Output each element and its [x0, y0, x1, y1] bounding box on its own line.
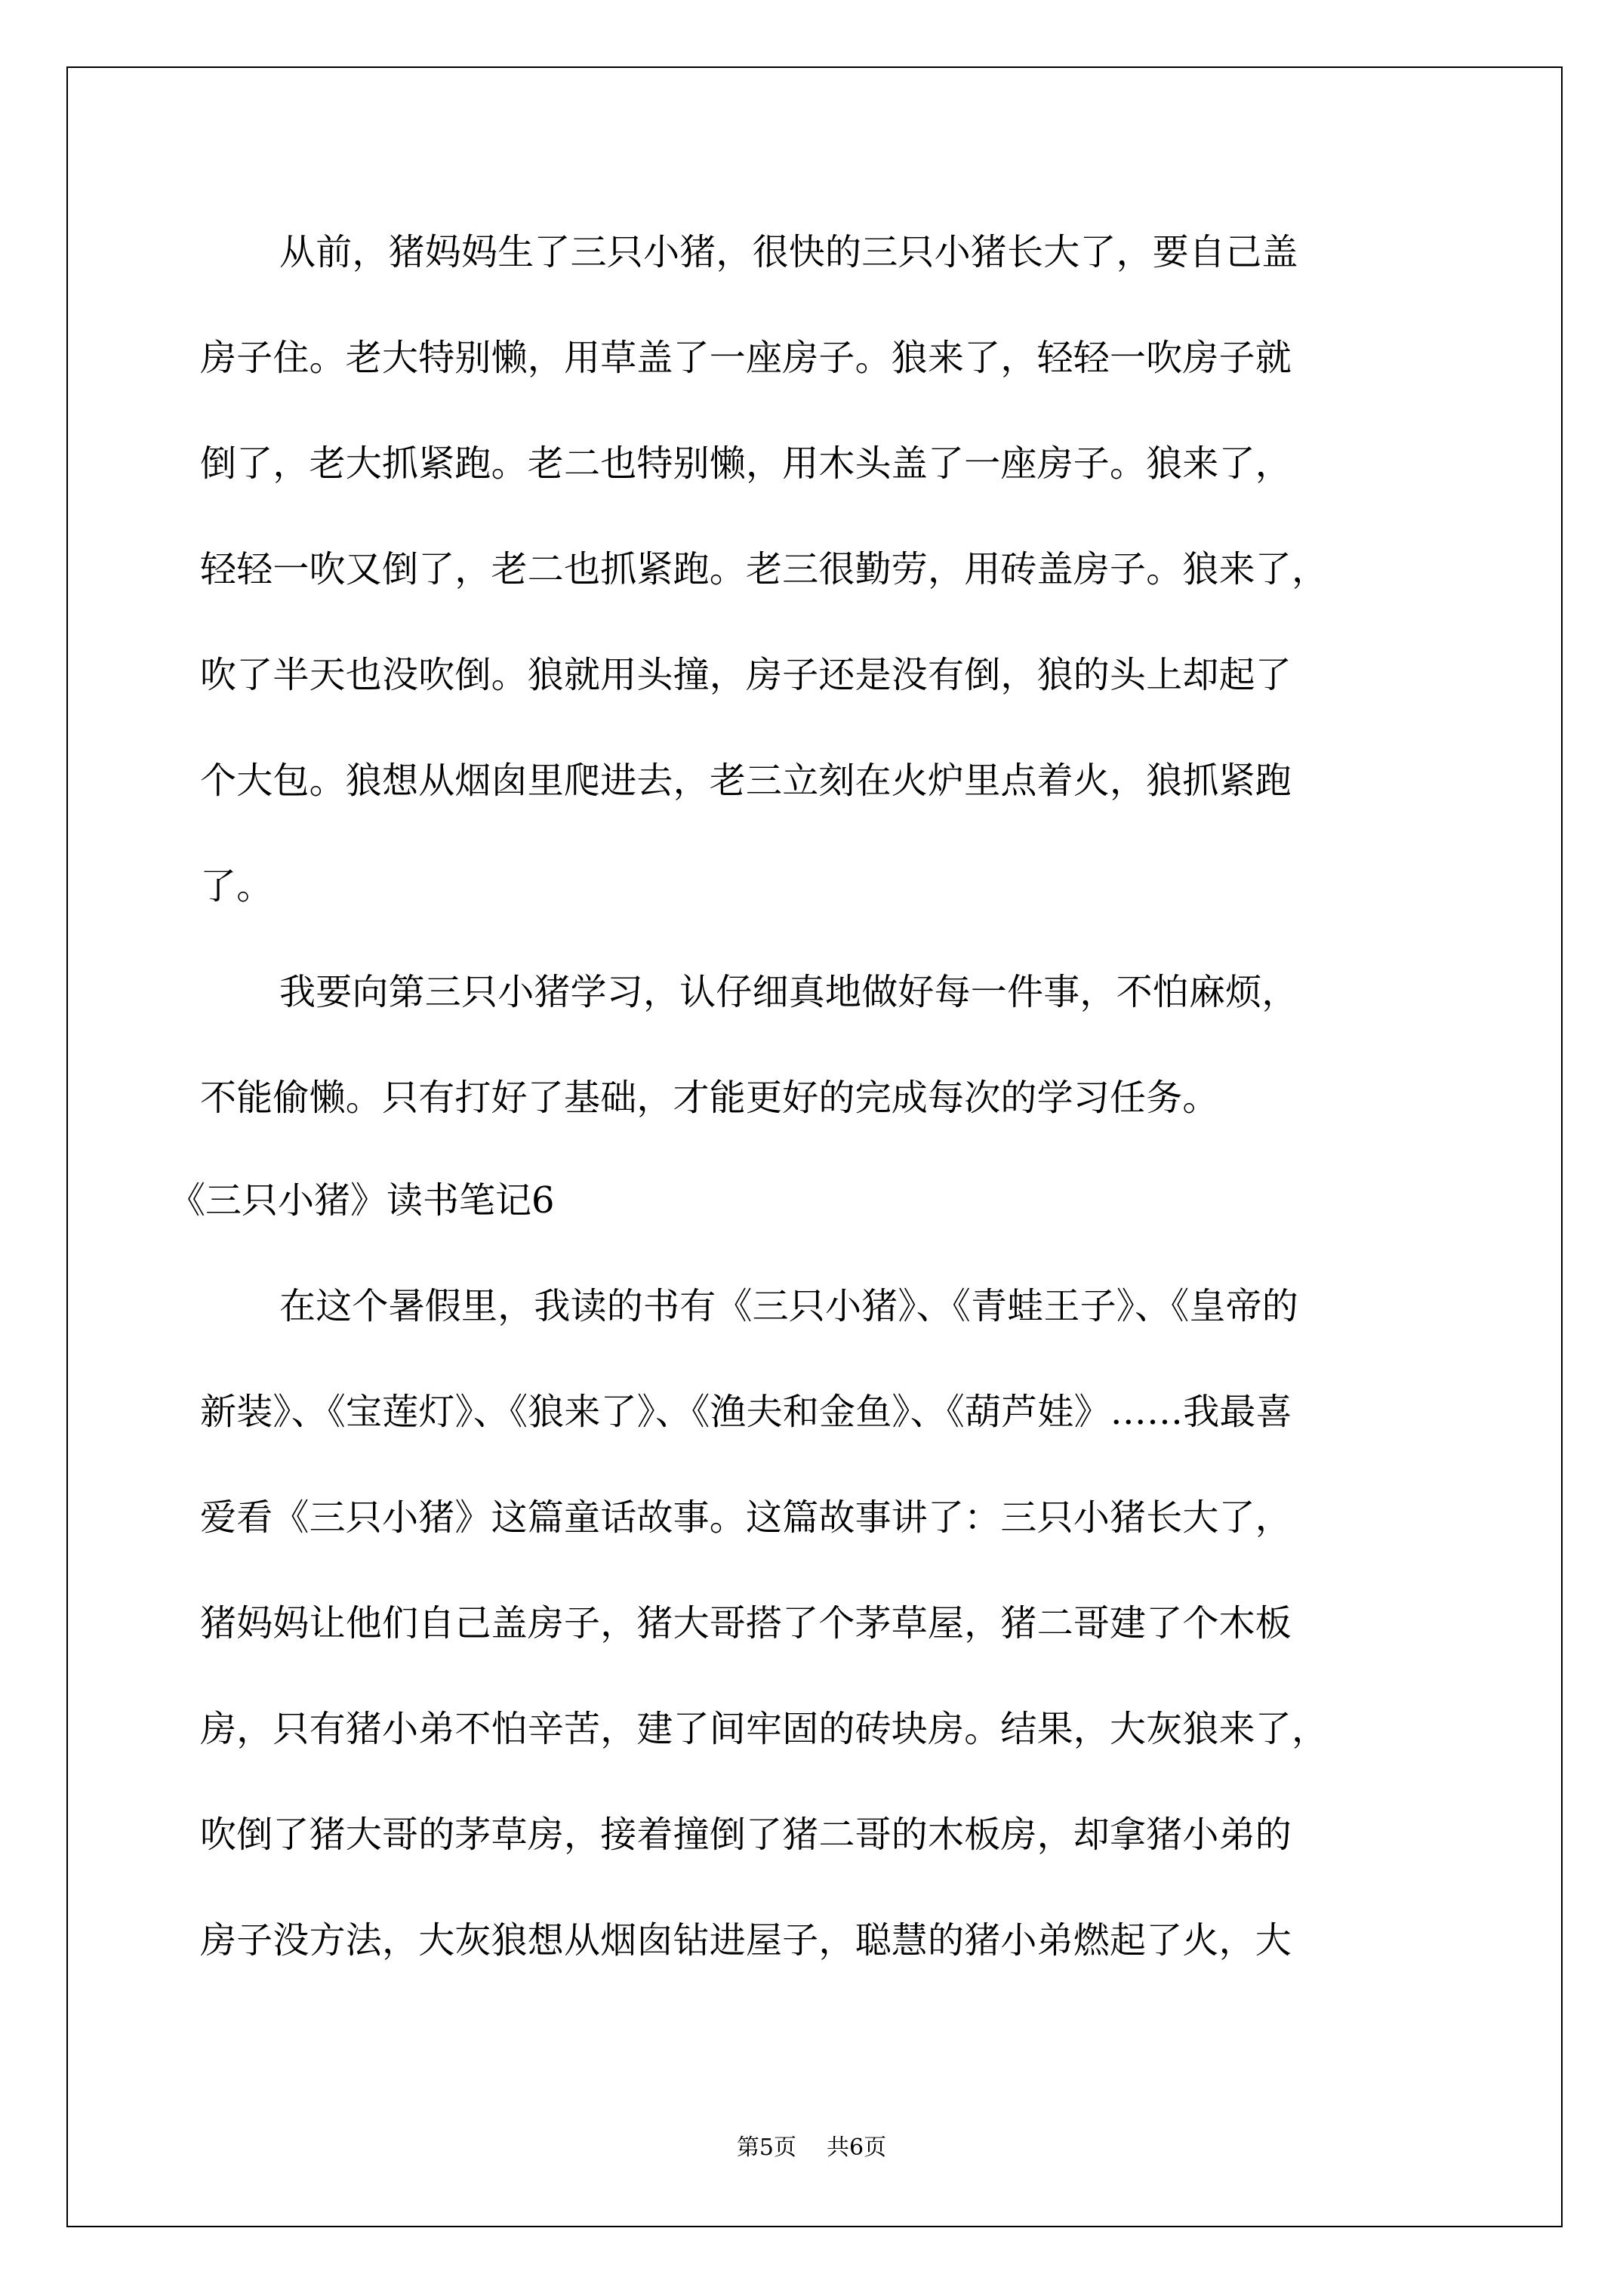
paragraph-1-line-2: 房子住。老大特别懒，用草盖了一座房子。狼来了，轻轻一吹房子就 [200, 337, 1292, 379]
paragraph-3-line-5: 房，只有猪小弟不怕辛苦，建了间牢固的砖块房。结果，大灰狼来了， [200, 1708, 1329, 1750]
paragraph-3-line-1: 在这个暑假里，我读的书有《三只小猪》、《青蛙王子》、《皇帝的 [279, 1285, 1299, 1327]
paragraph-3-line-7: 房子没方法，大灰狼想从烟囱钻进屋子，聪慧的猪小弟燃起了火，大 [200, 1919, 1292, 1962]
paragraph-1-line-6: 个大包。狼想从烟囱里爬进去，老三立刻在火炉里点着火，狼抓紧跑 [200, 760, 1292, 802]
section-heading: 《三只小猪》读书笔记6 [169, 1179, 555, 1222]
paragraph-3-line-2: 新装》、《宝莲灯》、《狼来了》、《渔夫和金鱼》、《葫芦娃》……我最喜 [200, 1391, 1292, 1433]
total-pages: 共6页 [827, 2134, 887, 2161]
paragraph-3-line-3: 爱看《三只小猪》这篇童话故事。这篇故事讲了：三只小猪长大了， [200, 1496, 1292, 1539]
paragraph-2-line-2: 不能偷懒。只有打好了基础，才能更好的完成每次的学习任务。 [200, 1077, 1219, 1119]
paragraph-1-line-1: 从前，猪妈妈生了三只小猪，很快的三只小猪长大了，要自己盖 [279, 231, 1298, 273]
paragraph-1-line-4: 轻轻一吹又倒了，老二也抓紧跑。老三很勤劳，用砖盖房子。狼来了， [200, 548, 1329, 590]
paragraph-3-line-4: 猪妈妈让他们自己盖房子，猪大哥搭了个茅草屋，猪二哥建了个木板 [200, 1602, 1292, 1644]
paragraph-2-line-1: 我要向第三只小猪学习，认仔细真地做好每一件事，不怕麻烦， [279, 971, 1298, 1013]
paragraph-1-line-7: 了。 [200, 865, 273, 908]
current-page-number: 第5页 [736, 2134, 796, 2161]
paragraph-1-line-5: 吹了半天也没吹倒。狼就用头撞，房子还是没有倒，狼的头上却起了 [200, 654, 1292, 696]
page-footer [0, 2133, 1623, 2163]
page-border [66, 66, 1563, 2227]
paragraph-3-line-6: 吹倒了猪大哥的茅草房，接着撞倒了猪二哥的木板房，却拿猪小弟的 [200, 1814, 1292, 1856]
paragraph-1-line-3: 倒了，老大抓紧跑。老二也特别懒，用木头盖了一座房子。狼来了， [200, 442, 1292, 485]
